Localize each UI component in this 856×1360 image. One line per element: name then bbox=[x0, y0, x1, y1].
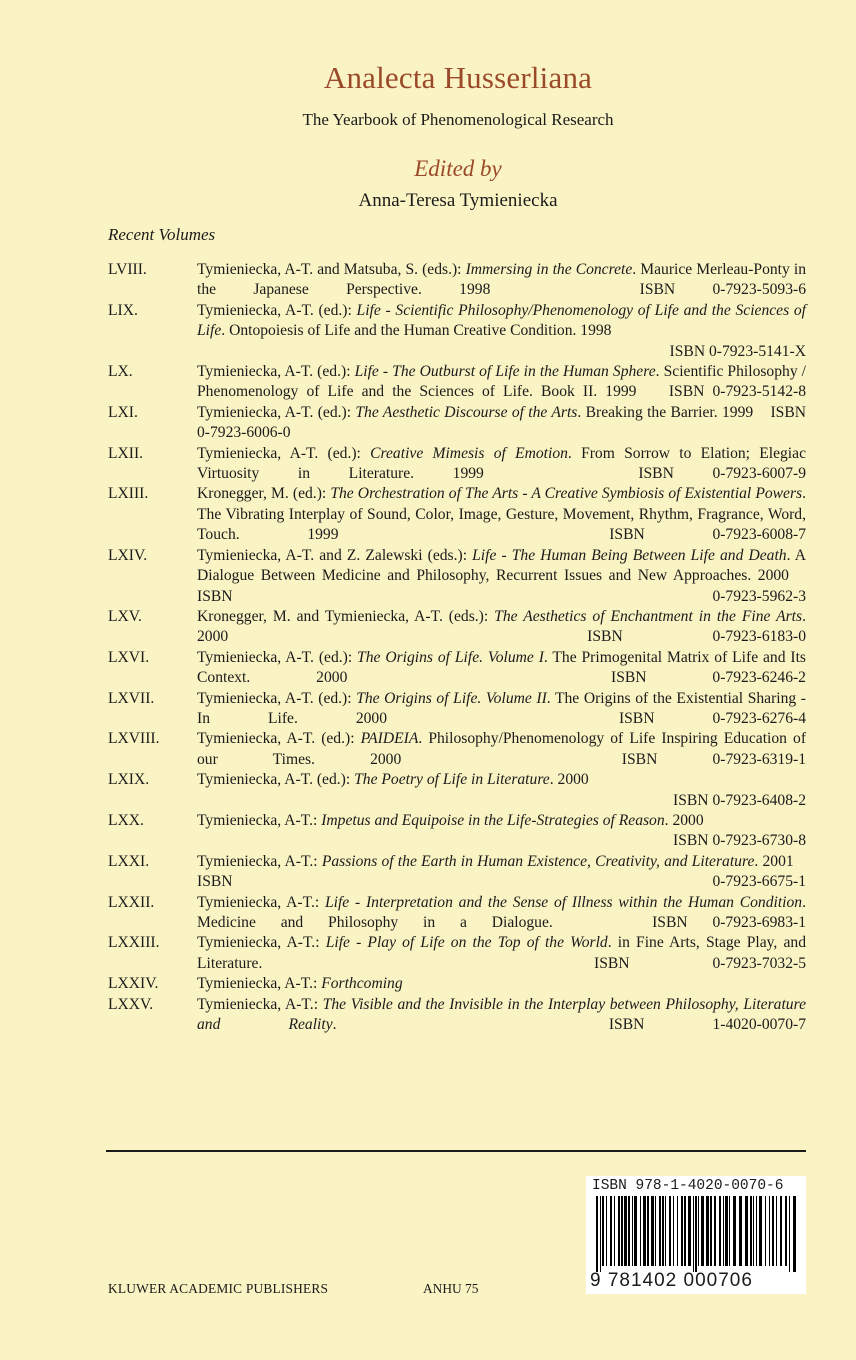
volume-text bbox=[197, 260, 806, 301]
volume-entry bbox=[108, 362, 806, 403]
barcode-bar bbox=[772, 1196, 774, 1266]
volume-text bbox=[197, 893, 806, 934]
volume-author: Tymieniecka, A-T.: bbox=[197, 995, 323, 1013]
barcode-bar bbox=[684, 1196, 686, 1266]
volume-author: Tymieniecka, A-T. (ed.): bbox=[197, 301, 357, 319]
volume-text bbox=[197, 811, 806, 831]
barcode-bar bbox=[688, 1196, 691, 1266]
volume-number: LXVIII. bbox=[108, 730, 160, 748]
volume-title: Forthcoming bbox=[321, 975, 403, 993]
volume-number: LVIII. bbox=[108, 261, 147, 278]
volume-title: Life - The Outburst of Life in the Human Sphere bbox=[354, 363, 656, 381]
barcode-bar bbox=[714, 1196, 716, 1266]
barcode-bar bbox=[725, 1196, 728, 1266]
barcode-bar bbox=[759, 1196, 762, 1266]
barcode-bar bbox=[776, 1196, 777, 1266]
volume-text bbox=[197, 995, 806, 1036]
barcode-bars-icon bbox=[594, 1196, 798, 1272]
volume-isbn: ISBN 0-7923-6983-1 bbox=[652, 914, 806, 931]
barcode-digits: 9 781402 000706 bbox=[590, 1270, 753, 1291]
volume-title: Life - Interpretation and the Sense of Illness within the Human Condition bbox=[324, 893, 803, 911]
volume-text bbox=[197, 933, 806, 974]
volume-number: LXVII. bbox=[108, 689, 155, 707]
volume-isbn: ISBN 0-7923-5141-X bbox=[669, 342, 806, 360]
volume-title: Impetus and Equipoise in the Life-Strategies of Reason bbox=[321, 811, 665, 829]
volume-entry bbox=[108, 648, 806, 689]
volume-details: . From Sorrow to Elation; Elegiac Virtuosity in Literature. 1999 bbox=[197, 444, 806, 483]
series-subtitle: The Yearbook of Phenomenological Research bbox=[302, 110, 614, 129]
barcode-bar bbox=[780, 1196, 782, 1266]
volume-title: The Origins of Life. Volume II bbox=[356, 689, 547, 707]
volume-details: . 2000 bbox=[549, 771, 589, 789]
barcode-bar bbox=[750, 1196, 752, 1266]
barcode-bar bbox=[739, 1196, 742, 1266]
volume-title: The Origins of Life. Volume I bbox=[357, 648, 544, 666]
series-code: ANHU 75 bbox=[423, 1281, 479, 1296]
barcode-bar bbox=[610, 1196, 612, 1266]
volume-title: The Poetry of Life in Literature bbox=[354, 771, 550, 789]
barcode-bar bbox=[729, 1196, 730, 1266]
barcode-bar bbox=[662, 1196, 664, 1266]
volume-number: LX. bbox=[108, 363, 133, 381]
volume-text bbox=[197, 546, 806, 607]
volume-details: . The Origins of the Existential Sharing - In Life. 2000 bbox=[197, 689, 807, 727]
volume-number: LXIII. bbox=[108, 485, 149, 503]
volume-isbn: ISBN 0-7923-6675-1 bbox=[197, 873, 806, 891]
volume-title: Creative Mimesis of Emotion bbox=[370, 444, 568, 462]
volume-number: LXII. bbox=[108, 444, 144, 462]
volume-text bbox=[197, 974, 806, 994]
volume-number: LXIV. bbox=[108, 546, 148, 564]
barcode-bar bbox=[659, 1196, 661, 1266]
volume-text bbox=[197, 484, 806, 545]
volume-title: Life - Play of Life on the Top of the World bbox=[325, 934, 608, 952]
volume-isbn: ISBN 0-7923-6276-4 bbox=[618, 709, 806, 727]
volume-entry bbox=[108, 484, 806, 545]
volume-title: The Aesthetics of Enchantment in the Fine Arts bbox=[494, 607, 803, 625]
barcode-bar bbox=[719, 1196, 721, 1266]
volume-title: Life - Scientific Philosophy/Phenomenology of Life and the Sciences of Life bbox=[197, 301, 806, 340]
volume-entry bbox=[108, 995, 806, 1036]
barcode-bar bbox=[651, 1196, 654, 1266]
barcode-bar bbox=[596, 1196, 598, 1272]
volume-number: LXV. bbox=[108, 607, 142, 625]
volume-author: Kronegger, M. and Tymieniecka, A-T. (eds.): bbox=[197, 607, 495, 625]
volume-number: LXXIII. bbox=[108, 934, 160, 952]
barcode-bar bbox=[769, 1196, 770, 1266]
volume-number: LXVI. bbox=[108, 648, 150, 666]
volume-entry bbox=[108, 301, 806, 362]
volume-list bbox=[108, 260, 806, 1035]
volume-author: Tymieniecka, A-T. (ed.): bbox=[197, 444, 371, 462]
volume-text bbox=[197, 403, 806, 444]
volume-number: LXX. bbox=[108, 811, 144, 829]
volume-details: . in Fine Arts, Stage Play, and Literature. bbox=[197, 934, 806, 972]
volume-details: . Breaking the Barrier. 1999 bbox=[577, 403, 754, 421]
volume-author: Tymieniecka, A-T.: bbox=[197, 934, 326, 952]
volume-details: . Scientific Philosophy / Phenomenology of Life and the Sciences of Life. Book II. 1999 bbox=[197, 363, 807, 401]
volume-text bbox=[197, 689, 806, 730]
volume-author: Tymieniecka, A-T.: bbox=[197, 975, 322, 993]
barcode-bar bbox=[789, 1196, 790, 1272]
volume-number: LXXIV. bbox=[108, 975, 159, 993]
volume-text bbox=[197, 444, 806, 485]
barcode-bar bbox=[765, 1196, 766, 1266]
volume-entry bbox=[108, 607, 806, 648]
volume-author: Tymieniecka, A-T.: bbox=[197, 852, 322, 870]
volume-isbn: ISBN 0-7923-5093-6 bbox=[639, 281, 807, 299]
volume-author: Tymieniecka, A-T. (ed.): bbox=[197, 771, 355, 789]
volume-text bbox=[197, 852, 806, 893]
volume-author: Tymieniecka, A-T. (ed.): bbox=[197, 730, 361, 748]
volume-title: The Orchestration of The Arts - A Creative Symbiosis of Existential Powers bbox=[330, 485, 803, 503]
volume-details: . The Primogenital Matrix of Life and Its Context. 2000 bbox=[197, 648, 806, 687]
volume-number: LXXV. bbox=[108, 995, 154, 1013]
volume-entry bbox=[108, 893, 806, 934]
volume-isbn: ISBN 0-7923-6730-8 bbox=[673, 832, 806, 850]
volume-entry bbox=[108, 852, 806, 893]
volume-author: Tymieniecka, A-T. (ed.): bbox=[197, 689, 357, 707]
barcode-bar bbox=[793, 1196, 796, 1272]
barcode-isbn-text: ISBN 978-1-4020-0070-6 bbox=[592, 1178, 784, 1194]
barcode-bar bbox=[618, 1196, 620, 1266]
volume-text bbox=[197, 362, 806, 403]
barcode-bar bbox=[655, 1196, 656, 1266]
recent-volumes-heading: Recent Volumes bbox=[108, 225, 216, 244]
volume-entry bbox=[108, 811, 806, 852]
volume-author: Tymieniecka, A-T. and Matsuba, S. (eds.): bbox=[197, 261, 466, 278]
volume-text bbox=[197, 648, 806, 689]
volume-isbn: ISBN 0-7923-6319-1 bbox=[621, 750, 806, 768]
volume-isbn: ISBN 0-7923-5142-8 bbox=[668, 383, 807, 401]
volume-number: LXIX. bbox=[108, 771, 150, 789]
editor-name: Anna-Teresa Tymieniecka bbox=[358, 190, 558, 211]
volume-entry bbox=[108, 933, 806, 974]
volume-text bbox=[197, 770, 806, 790]
barcode-bar bbox=[665, 1196, 666, 1266]
volume-isbn: ISBN 0-7923-6408-2 bbox=[673, 791, 806, 809]
volume-details: . Maurice Merleau-Ponty in the Japanese Perspective. 1998 bbox=[197, 261, 807, 299]
volume-entry bbox=[108, 444, 806, 485]
barcode-bar bbox=[756, 1196, 757, 1266]
barcode-bar bbox=[673, 1196, 674, 1266]
barcode bbox=[586, 1176, 806, 1294]
barcode-bar bbox=[695, 1196, 697, 1272]
volume-details: . Medicine and Philosophy in a Dialogue. bbox=[197, 893, 806, 931]
volume-entry bbox=[108, 403, 806, 444]
edited-by-label: Edited by bbox=[414, 156, 502, 181]
barcode-bar bbox=[606, 1196, 607, 1266]
volume-details: . 2000 bbox=[197, 607, 806, 646]
barcode-bar bbox=[647, 1196, 649, 1266]
barcode-bar bbox=[698, 1196, 699, 1266]
volume-title: The Visible and the Invisible in the Interplay between Philosophy, Literature and Reality bbox=[197, 995, 806, 1034]
volume-isbn: ISBN 0-7923-5962-3 bbox=[197, 587, 806, 605]
volume-entry bbox=[108, 260, 806, 301]
volume-number: LXXI. bbox=[108, 852, 150, 870]
publisher-name: KLUWER ACADEMIC PUBLISHERS bbox=[108, 1281, 329, 1296]
volume-title: Life - The Human Being Between Life and Death bbox=[472, 546, 787, 564]
volume-number: LXXII. bbox=[108, 893, 155, 911]
volume-isbn: ISBN 0-7923-6183-0 bbox=[587, 628, 806, 646]
volume-number: LXI. bbox=[108, 403, 138, 421]
barcode-bar bbox=[614, 1196, 615, 1266]
divider-rule bbox=[106, 1150, 806, 1152]
volume-entry bbox=[108, 546, 806, 607]
volume-author: Kronegger, M. (ed.): bbox=[197, 485, 331, 503]
volume-author: Tymieniecka, A-T.: bbox=[197, 811, 322, 829]
volume-author: Tymieniecka, A-T. and Z. Zalewski (eds.): bbox=[197, 546, 473, 564]
barcode-bar bbox=[785, 1196, 787, 1266]
volume-text bbox=[197, 301, 806, 342]
barcode-bar bbox=[706, 1196, 709, 1266]
volume-isbn: ISBN 0-7923-6007-9 bbox=[638, 465, 807, 483]
volume-isbn: ISBN 0-7923-6246-2 bbox=[611, 669, 806, 687]
volume-details: . Ontopoiesis of Life and the Human Creative Condition. 1998 bbox=[221, 322, 612, 340]
volume-title: PAIDEIA bbox=[360, 730, 419, 748]
barcode-bar bbox=[643, 1196, 646, 1266]
volume-entry bbox=[108, 689, 806, 730]
barcode-bar bbox=[621, 1196, 623, 1266]
volume-isbn: ISBN 0-7923-6006-0 bbox=[197, 403, 806, 442]
volume-title: Passions of the Earth in Human Existence, Creativity, and Literature bbox=[321, 852, 755, 870]
barcode-bar bbox=[681, 1196, 683, 1266]
volume-details: . A Dialogue Between Medicine and Philosophy, Recurrent Issues and New Approaches. 2000 bbox=[197, 546, 806, 585]
barcode-bar bbox=[632, 1196, 633, 1266]
volume-author: Tymieniecka, A-T.: bbox=[197, 893, 325, 911]
barcode-bar bbox=[701, 1196, 704, 1266]
volume-author: Tymieniecka, A-T. (ed.): bbox=[197, 363, 355, 381]
barcode-bar bbox=[693, 1196, 694, 1272]
volume-author: Tymieniecka, A-T. (ed.): bbox=[197, 648, 358, 666]
barcode-bar bbox=[600, 1196, 601, 1272]
volume-details: . bbox=[332, 1016, 337, 1034]
volume-title: Immersing in the Concrete bbox=[465, 261, 633, 278]
barcode-bar bbox=[677, 1196, 678, 1266]
volume-entry bbox=[108, 770, 806, 811]
volume-text bbox=[197, 607, 806, 648]
series-title: Analecta Husserliana bbox=[323, 60, 593, 95]
volume-number: LIX. bbox=[108, 301, 138, 319]
barcode-bar bbox=[624, 1196, 627, 1266]
barcode-bar bbox=[723, 1196, 724, 1266]
volume-details: . The Vibrating Interplay of Sound, Color, Image, Gesture, Movement, Rhythm, Fragrance, Word, Touch. 1999 bbox=[197, 485, 807, 544]
barcode-bar bbox=[602, 1196, 604, 1266]
barcode-bar bbox=[745, 1196, 748, 1266]
barcode-bar bbox=[710, 1196, 712, 1266]
barcode-bar bbox=[753, 1196, 754, 1266]
barcode-bar bbox=[640, 1196, 641, 1266]
volume-title: The Aesthetic Discourse of the Arts bbox=[355, 403, 578, 421]
barcode-bar bbox=[628, 1196, 630, 1266]
barcode-bar bbox=[733, 1196, 736, 1266]
volume-author: Tymieniecka, A-T. (ed.): bbox=[197, 403, 356, 421]
volume-details: . 2000 bbox=[664, 811, 704, 829]
volume-details: . 2001 bbox=[754, 852, 794, 870]
barcode-bar bbox=[634, 1196, 637, 1266]
volume-isbn: ISBN 0-7923-6008-7 bbox=[609, 526, 806, 544]
volume-entry bbox=[108, 974, 806, 994]
volume-isbn: ISBN 1-4020-0070-7 bbox=[608, 1016, 807, 1034]
volume-isbn: ISBN 0-7923-7032-5 bbox=[594, 954, 806, 972]
volume-entry bbox=[108, 729, 806, 770]
volume-text bbox=[197, 729, 806, 770]
barcode-bar bbox=[669, 1196, 671, 1266]
volume-details: . Philosophy/Phenomenology of Life Inspiring Education of our Times. 2000 bbox=[197, 730, 807, 768]
